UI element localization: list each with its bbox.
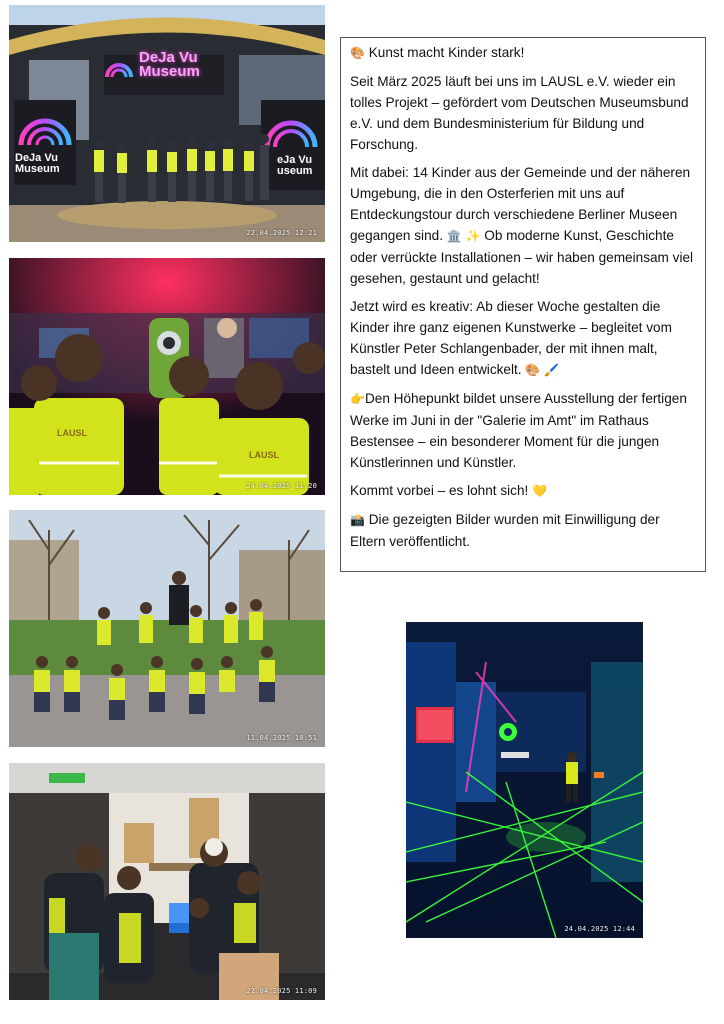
photo-museum-entrance [9,5,325,242]
pointing-hand-icon: 👉 [350,392,365,406]
camera-icon: 📸 [350,513,365,527]
photo-timestamp: 22.04.2025 12:21 [246,229,317,237]
museum-sign-top-line1: DeJa Vu [139,49,198,66]
museum-sign-left-line2: Museum [15,163,60,175]
palette-brush-icon: 🎨 🖌️ [525,363,560,377]
photo-timestamp: 22.04.2025 11:09 [246,987,317,995]
vest-print-left: LAUSL [57,428,87,438]
photo-robot-exhibit [9,258,325,495]
museum-sparkles-icon: 🏛️ ✨ [446,229,481,243]
photo-timestamp: 11.04.2025 10:51 [246,734,317,742]
paragraph-consent [350,509,697,552]
paragraph-title [350,42,697,64]
article-text-box [340,37,706,572]
paragraph-intro: Seit März 2025 läuft bei uns im LAUSL e.V. wieder ein tolles Projekt – gefördert vom Deutschen Museumsbund e.V. und dem Bundesministerium für Bildung und Forschung. [350,74,689,152]
creative-text: Jetzt wird es kreativ: Ab dieser Woche gestalten die Kinder ihre ganz eigenen Kunstwerke – begleitet vom Künstler Peter Schlangenbader, der mit ihnen malt, bastelt und Ideen entwickelt. [350,299,672,377]
paragraph-participants [350,162,697,289]
museum-sign-top [139,51,200,79]
museum-sign-left-line1: DeJa Vu [15,152,59,164]
paragraph-creative [350,296,697,381]
photo-timestamp: 24.04.2025 12:44 [564,925,635,933]
consent-text: Die gezeigten Bilder wurden mit Einwilligung der Eltern veröffentlicht. [350,512,660,549]
invite-text: Kommt vorbei – es lohnt sich! [350,483,529,498]
museum-sign-right-line2: useum [277,165,313,177]
museum-sign-top-line2: Museum [139,63,200,80]
paragraph-invite [350,480,697,502]
photo-illusion-exhibit [9,763,325,1000]
palette-icon: 🎨 [350,46,365,60]
participants-text-b: Ob moderne Kunst, Geschichte oder verrückte Installationen – wir haben gemeinsam viel gesehen, gestaunt und gelacht! [350,228,694,286]
museum-sign-right-line1: eJa Vu [277,154,313,166]
title-text: Kunst macht Kinder stark! [368,45,525,60]
paragraph-exhibition [350,388,697,473]
yellow-heart-icon: 💛 [532,484,548,498]
vest-print-right: LAUSL [249,450,279,460]
museum-sign-left [15,153,60,175]
museum-sign-right [277,155,312,177]
participants-text-a: Mit dabei: 14 Kinder aus der Gemeinde und der näheren Umgebung, die in den Osterferien mit uns auf Entdeckungstour durch verschiedene Berliner Museen gegangen sind. [350,165,691,243]
photo-laser-maze [406,622,643,938]
photo-timestamp: 24.04.2025 11:20 [246,482,317,490]
photo-group-park [9,510,325,747]
exhibition-text: Den Höhepunkt bildet unsere Ausstellung der fertigen Werke im Juni in der "Galerie im Amt" im Rathaus Bestensee – ein besonderer Moment für die jungen Künstlerinnen und Künstler. [350,391,687,470]
